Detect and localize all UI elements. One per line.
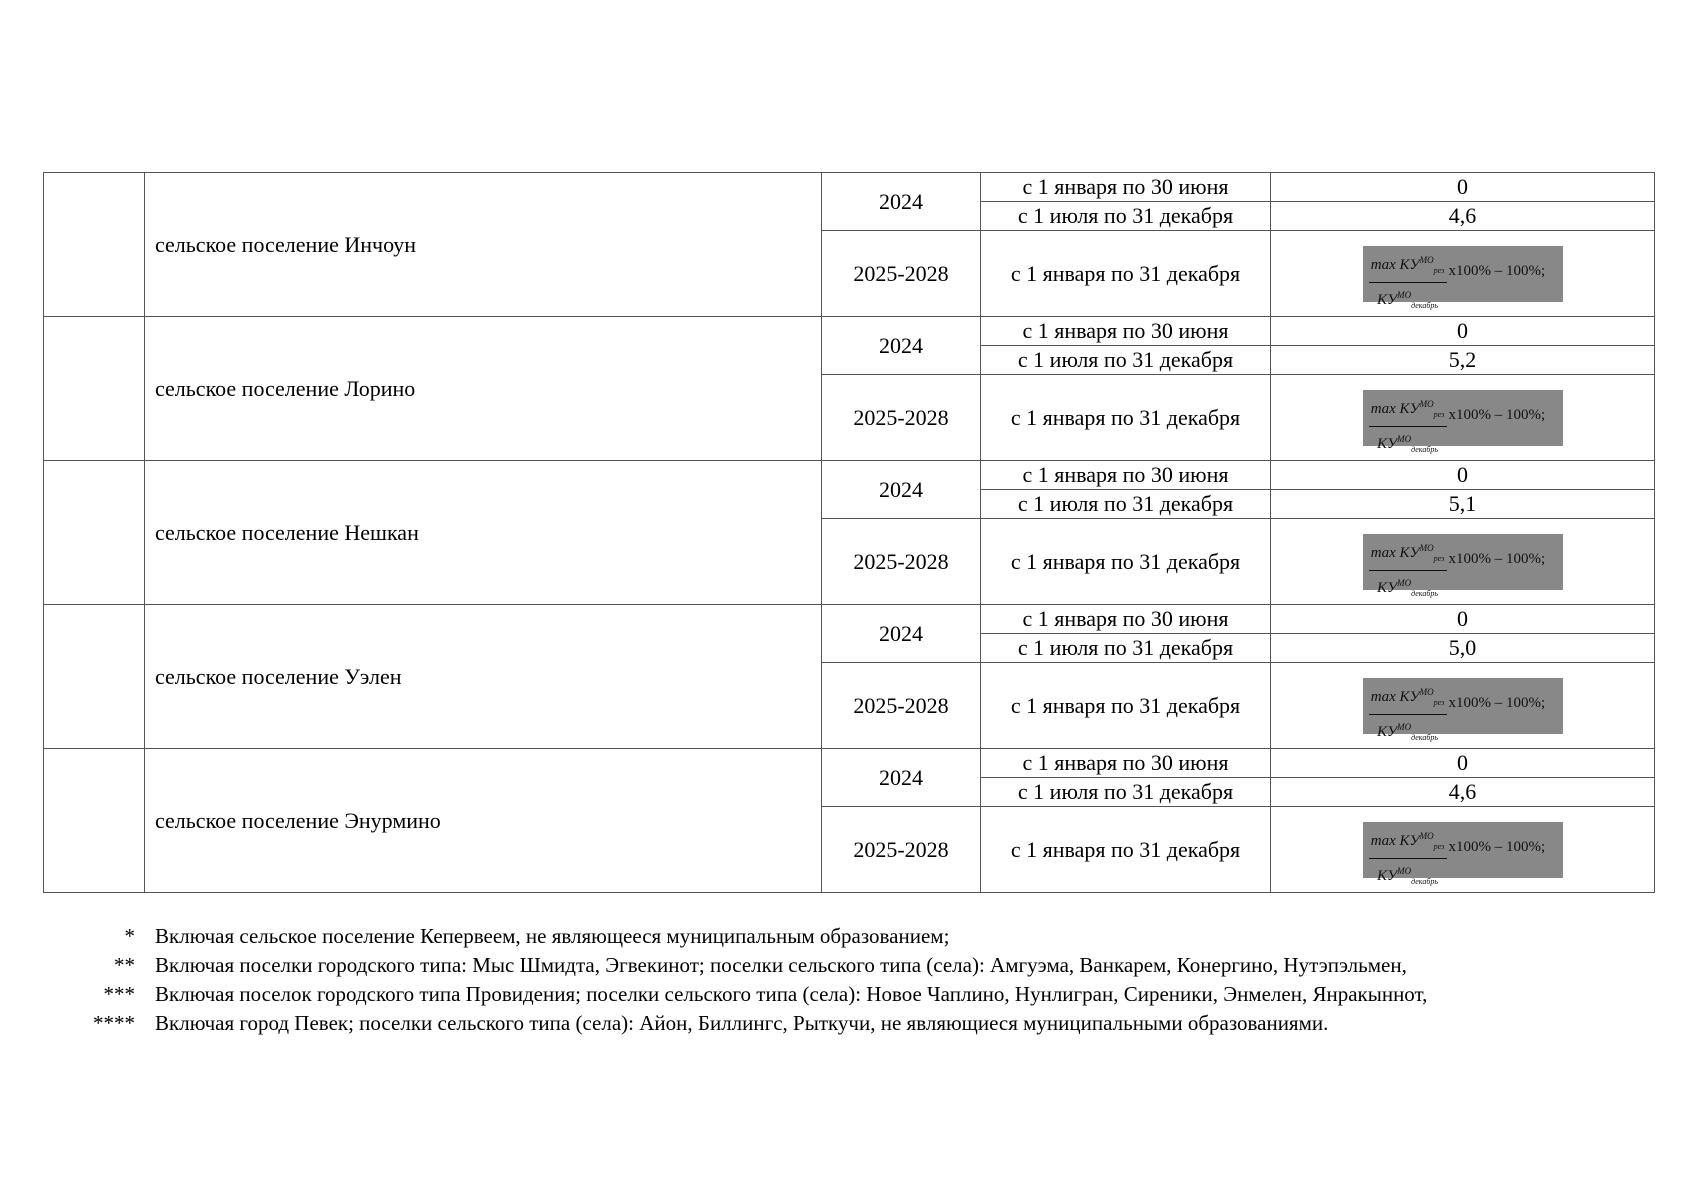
footnote [80, 1009, 1660, 1038]
settlement-name: сельское поселение Энурмино [145, 749, 822, 893]
value-second-half: 5,1 [1271, 490, 1655, 519]
footnote-mark: ** [114, 953, 135, 977]
footnote [80, 951, 1660, 980]
footnote-text: Включая сельское поселение Кепервеем, не являющееся муниципальным образованием; [155, 924, 950, 948]
year-2025-2028: 2025-2028 [822, 231, 981, 317]
footnote-text: Включая город Певек; поселки сельского типа (села): Айон, Биллингс, Рыткучи, не являющиеся муниципальными образованиями. [155, 1011, 1329, 1035]
period-second-half: с 1 июля по 31 декабря [981, 202, 1271, 231]
period-full-year: с 1 января по 31 декабря [981, 375, 1271, 461]
formula-image: $\max KУ^{МО}_{рез}$ $KУ^{МО}_{декабрь}$ x100% – 100%; [1363, 822, 1563, 878]
period-first-half: с 1 января по 30 июня [981, 605, 1271, 634]
formula-cell [1271, 663, 1655, 749]
period-first-half: с 1 января по 30 июня [981, 173, 1271, 202]
formula-cell [1271, 375, 1655, 461]
period-first-half: с 1 января по 30 июня [981, 749, 1271, 778]
value-second-half: 5,2 [1271, 346, 1655, 375]
settlement-name: сельское поселение Инчоун [145, 173, 822, 317]
period-second-half: с 1 июля по 31 декабря [981, 490, 1271, 519]
period-full-year: с 1 января по 31 декабря [981, 519, 1271, 605]
settlement-name: сельское поселение Лорино [145, 317, 822, 461]
footnote-text: Включая поселки городского типа: Мыс Шмидта, Эгвекинот; поселки сельского типа (села): Амгуэма, Ванкарем, Конергино, Нутэпэльмен, [155, 953, 1407, 977]
row-number-cell [44, 317, 145, 461]
value-second-half: 5,0 [1271, 634, 1655, 663]
value-first-half: 0 [1271, 173, 1655, 202]
tariff-table [43, 172, 1655, 893]
formula-cell [1271, 807, 1655, 893]
footnotes [80, 922, 1660, 1038]
footnote-text: Включая поселок городского типа Провидения; поселки сельского типа (села): Новое Чаплино, Нунлигран, Сиреники, Энмелен, Янракыннот, [155, 982, 1428, 1006]
footnote-mark: *** [103, 982, 135, 1006]
period-first-half: с 1 января по 30 июня [981, 317, 1271, 346]
period-second-half: с 1 июля по 31 декабря [981, 778, 1271, 807]
year-2024: 2024 [822, 173, 981, 231]
formula-cell [1271, 519, 1655, 605]
value-first-half: 0 [1271, 317, 1655, 346]
period-full-year: с 1 января по 31 декабря [981, 663, 1271, 749]
value-second-half: 4,6 [1271, 202, 1655, 231]
value-second-half: 4,6 [1271, 778, 1655, 807]
row-number-cell [44, 461, 145, 605]
period-first-half: с 1 января по 30 июня [981, 461, 1271, 490]
value-first-half: 0 [1271, 461, 1655, 490]
year-2024: 2024 [822, 605, 981, 663]
period-full-year: с 1 января по 31 декабря [981, 231, 1271, 317]
year-2025-2028: 2025-2028 [822, 663, 981, 749]
year-2024: 2024 [822, 749, 981, 807]
formula-image: $\max KУ^{МО}_{рез}$ $KУ^{МО}_{декабрь}$ x100% – 100%; [1363, 678, 1563, 734]
settlement-name: сельское поселение Нешкан [145, 461, 822, 605]
settlement-name: сельское поселение Уэлен [145, 605, 822, 749]
year-2024: 2024 [822, 461, 981, 519]
footnote [80, 980, 1660, 1009]
year-2025-2028: 2025-2028 [822, 807, 981, 893]
period-second-half: с 1 июля по 31 декабря [981, 634, 1271, 663]
footnote [80, 922, 1660, 951]
period-full-year: с 1 января по 31 декабря [981, 807, 1271, 893]
formula-image: $\max KУ^{МО}_{рез}$ $KУ^{МО}_{декабрь}$ x100% – 100%; [1363, 534, 1563, 590]
year-2024: 2024 [822, 317, 981, 375]
row-number-cell [44, 173, 145, 317]
row-number-cell [44, 749, 145, 893]
row-number-cell [44, 605, 145, 749]
formula-image: $\max KУ^{МО}_{рез}$ $KУ^{МО}_{декабрь}$ x100% – 100%; [1363, 246, 1563, 302]
formula-image: $\max KУ^{МО}_{рез}$ $KУ^{МО}_{декабрь}$ x100% – 100%; [1363, 390, 1563, 446]
period-second-half: с 1 июля по 31 декабря [981, 346, 1271, 375]
value-first-half: 0 [1271, 605, 1655, 634]
footnote-mark: * [124, 924, 135, 948]
formula-cell [1271, 231, 1655, 317]
year-2025-2028: 2025-2028 [822, 375, 981, 461]
year-2025-2028: 2025-2028 [822, 519, 981, 605]
footnote-mark: **** [93, 1011, 135, 1035]
value-first-half: 0 [1271, 749, 1655, 778]
